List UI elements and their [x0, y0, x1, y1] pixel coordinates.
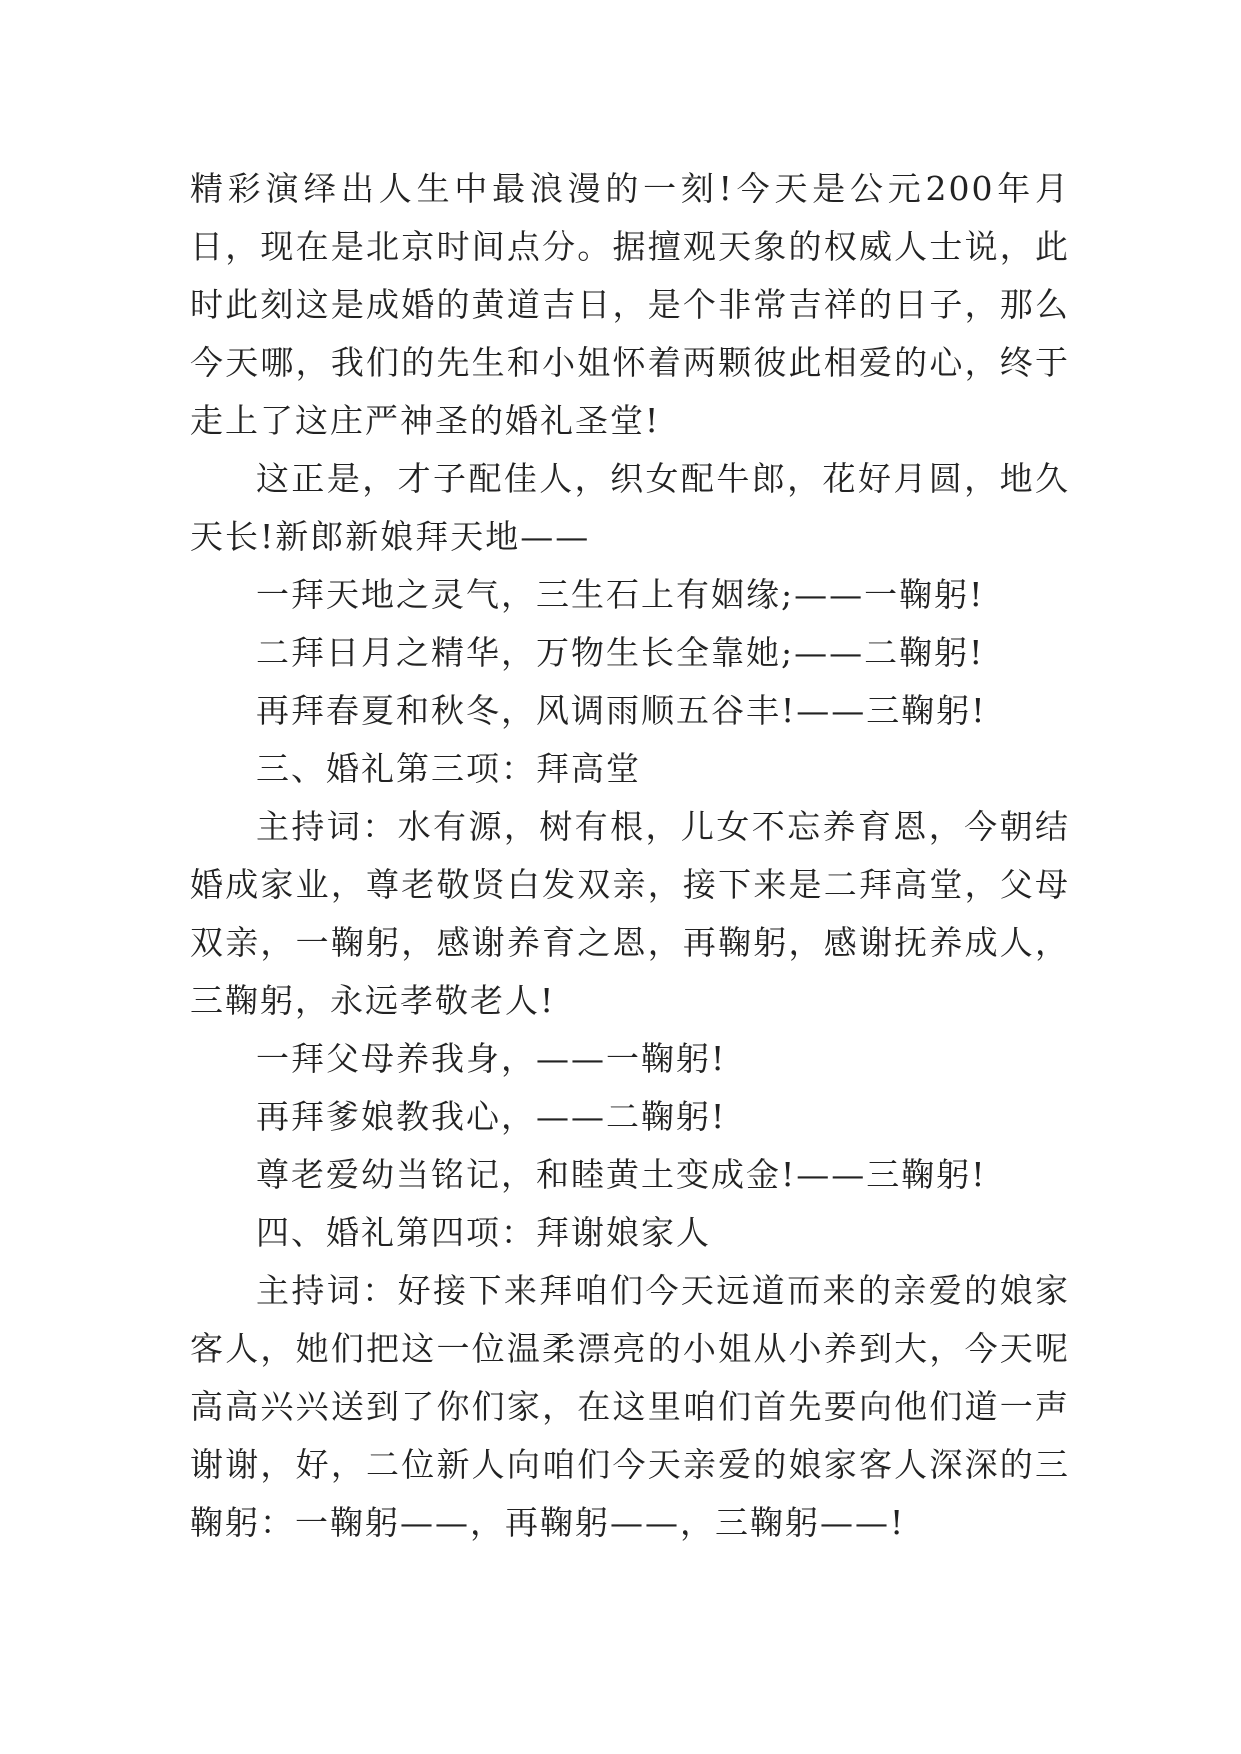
paragraph-host-speech-parents: 主持词：水有源，树有根，儿女不忘养育恩，今朝结婚成家业，尊老敬贤白发双亲，接下来是二拜高堂，父母双亲，一鞠躬，感谢养育之恩，再鞠躬，感谢抚养成人，三鞠躬，永远孝敬老人!: [190, 807, 1070, 1020]
paragraph-first-bow-parents: 一拜父母养我身，——一鞠躬!: [256, 1039, 727, 1078]
paragraph-second-bow-heaven: 二拜日月之精华，万物生长全靠她;——二鞠躬!: [256, 633, 985, 672]
section-heading-item-four: 四、婚礼第四项：拜谢娘家人: [256, 1213, 711, 1252]
paragraph-second-bow-parents: 再拜爹娘教我心，——二鞠躬!: [256, 1097, 727, 1136]
document-body: [190, 160, 1070, 1552]
paragraph-third-bow-heaven: 再拜春夏和秋冬，风调雨顺五谷丰!——三鞠躬!: [256, 691, 987, 730]
paragraph-third-bow-parents: 尊老爱幼当铭记，和睦黄土变成金!——三鞠躬!: [256, 1155, 987, 1194]
paragraph-first-bow-heaven: 一拜天地之灵气，三生石上有姻缘;——一鞠躬!: [256, 575, 985, 614]
paragraph-host-speech-bride-family: 主持词：好接下来拜咱们今天远道而来的亲爱的娘家客人，她们把这一位温柔漂亮的小姐从小养到大，今天呢高高兴兴送到了你们家，在这里咱们首先要向他们道一声谢谢，好，二位新人向咱们今天亲爱的娘家客人深深的三鞠躬：一鞠躬——，再鞠躬——，三鞠躬——!: [190, 1271, 1070, 1542]
paragraph-continuation: 精彩演绎出人生中最浪漫的一刻!今天是公元200年月日，现在是北京时间点分。据擅观天象的权威人士说，此时此刻这是成婚的黄道吉日，是个非常吉祥的日子，那么今天哪，我们的先生和小姐怀着两颗彼此相爱的心，终于走上了这庄严神圣的婚礼圣堂!: [190, 169, 1070, 440]
section-heading-item-three: 三、婚礼第三项：拜高堂: [256, 749, 641, 788]
paragraph-perfect-match: 这正是，才子配佳人，织女配牛郎，花好月圆，地久天长!新郎新娘拜天地——: [190, 459, 1070, 556]
